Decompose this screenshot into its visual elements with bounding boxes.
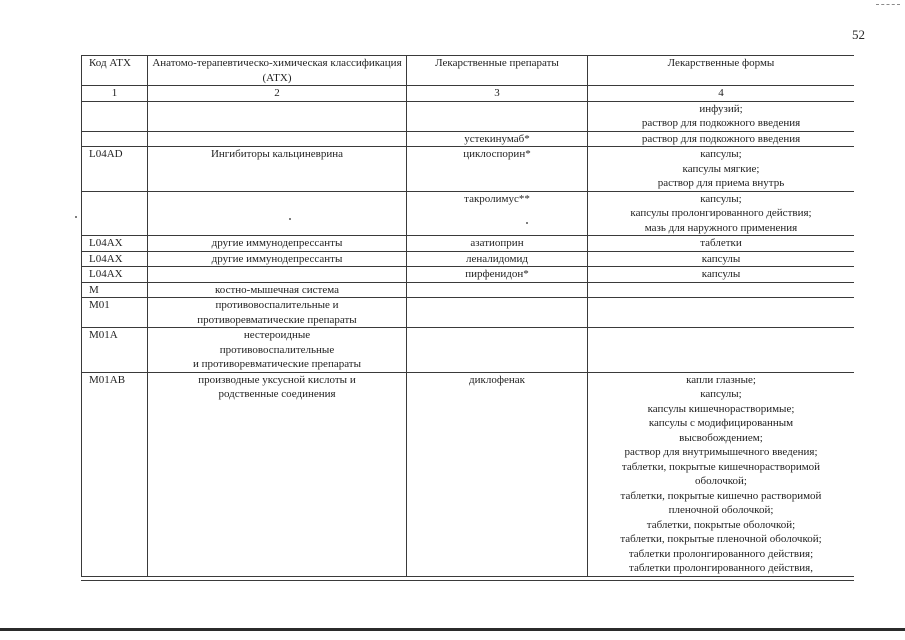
dosage-form-line: пленочной оболочкой; bbox=[668, 504, 774, 516]
scan-speck bbox=[75, 216, 77, 218]
drug-cell: диклофенак bbox=[407, 372, 588, 576]
drug-cell bbox=[407, 101, 588, 131]
atc-code-cell: L04AX bbox=[82, 251, 148, 267]
table-row bbox=[82, 131, 855, 147]
scan-corner-mark bbox=[876, 4, 900, 6]
dosage-forms-cell bbox=[588, 147, 855, 192]
dosage-form-line: капсулы с модифицированным bbox=[648, 417, 794, 429]
dosage-forms-cell bbox=[588, 372, 855, 576]
atc-code-cell: L04AD bbox=[82, 147, 148, 192]
header-classification: Анатомо-терапевтическо-химическая классификация (АТХ) bbox=[148, 56, 407, 86]
dosage-form-line: раствор для подкожного введения bbox=[641, 117, 801, 129]
dosage-form-line: капсулы; bbox=[700, 388, 742, 400]
atc-table-container bbox=[81, 55, 854, 581]
dosage-form-line: капсулы кишечнорастворимые; bbox=[647, 402, 795, 415]
page-number: 52 bbox=[852, 27, 865, 42]
header-dosage-forms: Лекарственные формы bbox=[588, 56, 855, 86]
dosage-forms-cell bbox=[588, 131, 855, 147]
dosage-form-line: раствор для приема внутрь bbox=[657, 177, 785, 189]
classification-cell: костно-мышечная система bbox=[148, 282, 407, 298]
dosage-forms-cell bbox=[588, 101, 855, 131]
atc-code-cell bbox=[82, 191, 148, 236]
scan-speck bbox=[289, 218, 291, 220]
dosage-form-line: таблетки пролонгированного действия, bbox=[629, 562, 813, 574]
drug-cell: леналидомид bbox=[407, 251, 588, 267]
table-header-row bbox=[82, 56, 855, 86]
table-row bbox=[82, 251, 855, 267]
column-number: 1 bbox=[82, 86, 148, 102]
dosage-forms-cell bbox=[588, 328, 855, 373]
atc-drug-table bbox=[81, 55, 854, 577]
table-row bbox=[82, 147, 855, 192]
atc-code-cell: M01A bbox=[82, 328, 148, 373]
dosage-form-line: инфузий; bbox=[699, 102, 743, 115]
classification-cell: нестероидные противовоспалительные и противоревматические препараты bbox=[148, 328, 407, 373]
dosage-form-line: таблетки bbox=[700, 237, 742, 249]
scan-speck bbox=[526, 222, 528, 224]
drug-cell: такролимус** bbox=[407, 191, 588, 236]
header-atc-code: Код АТХ bbox=[82, 56, 148, 86]
scan-bottom-edge bbox=[0, 628, 905, 631]
dosage-form-line: капсулы; bbox=[700, 148, 742, 160]
header-drugs: Лекарственные препараты bbox=[407, 56, 588, 86]
column-number-row bbox=[82, 86, 855, 102]
dosage-form-line: таблетки, покрытые кишечно растворимой bbox=[620, 489, 822, 502]
atc-code-cell: M01 bbox=[82, 298, 148, 328]
dosage-forms-cell bbox=[588, 191, 855, 236]
dosage-form-line: таблетки пролонгированного действия; bbox=[628, 547, 814, 560]
drug-cell bbox=[407, 328, 588, 373]
table-row bbox=[82, 101, 855, 131]
table-row bbox=[82, 298, 855, 328]
column-number: 4 bbox=[588, 86, 855, 102]
dosage-form-line: раствор для внутримышечного введения; bbox=[624, 446, 818, 458]
drug-cell bbox=[407, 282, 588, 298]
dosage-form-line: таблетки, покрытые пленочной оболочкой; bbox=[620, 533, 822, 545]
drug-cell: устекинумаб* bbox=[407, 131, 588, 147]
table-row bbox=[82, 267, 855, 283]
dosage-form-line: таблетки, покрытые оболочкой; bbox=[646, 518, 796, 531]
dosage-forms-cell bbox=[588, 236, 855, 252]
table-row bbox=[82, 191, 855, 236]
atc-code-cell: M01AB bbox=[82, 372, 148, 576]
dosage-form-line: высвобождением; bbox=[679, 431, 763, 444]
dosage-form-line: капсулы; bbox=[700, 192, 742, 205]
classification-cell: противовоспалительные и противоревматические препараты bbox=[148, 298, 407, 328]
table-row bbox=[82, 372, 855, 576]
dosage-form-line: мазь для наружного применения bbox=[644, 221, 798, 234]
classification-cell: производные уксусной кислоты и родственные соединения bbox=[148, 372, 407, 576]
dosage-forms-cell bbox=[588, 298, 855, 328]
dosage-forms-cell bbox=[588, 282, 855, 298]
drug-cell: азатиоприн bbox=[407, 236, 588, 252]
table-row bbox=[82, 282, 855, 298]
dosage-form-line: капсулы мягкие; bbox=[682, 162, 760, 175]
drug-cell bbox=[407, 298, 588, 328]
drug-cell: пирфенидон* bbox=[407, 267, 588, 283]
classification-cell: Ингибиторы кальциневрина bbox=[148, 147, 407, 192]
dosage-form-line: раствор для подкожного введения bbox=[641, 132, 801, 145]
atc-code-cell bbox=[82, 131, 148, 147]
dosage-form-line: капсулы bbox=[701, 268, 741, 280]
classification-cell bbox=[148, 267, 407, 283]
table-body bbox=[82, 101, 855, 576]
dosage-form-line: капли глазные; bbox=[686, 373, 756, 386]
column-number: 2 bbox=[148, 86, 407, 102]
dosage-form-line: таблетки, покрытые кишечнорастворимой bbox=[621, 460, 821, 473]
dosage-form-line: оболочкой; bbox=[695, 475, 747, 487]
atc-code-cell: L04AX bbox=[82, 267, 148, 283]
atc-code-cell: L04AX bbox=[82, 236, 148, 252]
classification-cell bbox=[148, 131, 407, 147]
table-row bbox=[82, 328, 855, 373]
dosage-form-line: капсулы пролонгированного действия; bbox=[630, 207, 812, 219]
dosage-forms-cell bbox=[588, 251, 855, 267]
column-number: 3 bbox=[407, 86, 588, 102]
table-row bbox=[82, 236, 855, 252]
atc-code-cell: M bbox=[82, 282, 148, 298]
classification-cell bbox=[148, 191, 407, 236]
classification-cell: другие иммунодепрессанты bbox=[148, 236, 407, 252]
drug-cell: циклоспорин* bbox=[407, 147, 588, 192]
classification-cell: другие иммунодепрессанты bbox=[148, 251, 407, 267]
dosage-form-line: капсулы bbox=[701, 252, 741, 265]
classification-cell bbox=[148, 101, 407, 131]
dosage-forms-cell bbox=[588, 267, 855, 283]
atc-code-cell bbox=[82, 101, 148, 131]
